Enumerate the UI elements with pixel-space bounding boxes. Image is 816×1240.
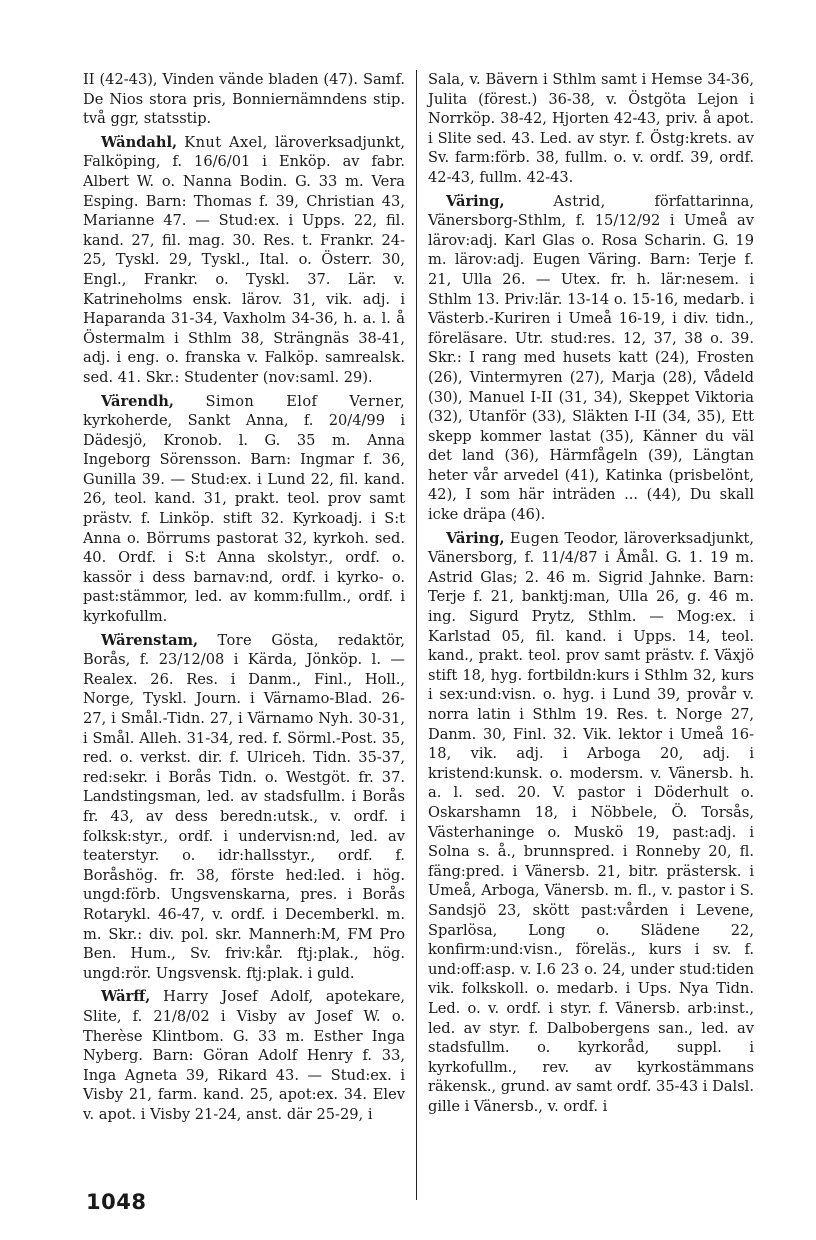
entry-surname: Väring,	[446, 529, 505, 547]
entry-continuation	[83, 70, 405, 129]
entry-given-name: Knut Axel,	[184, 133, 268, 151]
column-divider	[416, 70, 417, 1200]
entry-text: kyrkoherde, Sankt Anna, f. 20/4/99 i Dädesjö, Kronob. l. G. 35 m. Anna Ingeborg Sörensson. Barn: Ingmar f. 36, Gunilla 39. — Stud:ex. i Lund 22, fil. kand. 26, teol. kand. 31, prakt. teol. prov samt prästv. f. Linköp. stift 32. Kyrkoadj. i S:t Anna o. Börrums pastorat 32, kyrkoh. sed. 40. Ordf. i S:t Anna skolstyr., ordf. o. kassör i dess barnav:nd, ordf. i kyrko- o. past:stämmor, led. av komm:fullm., ordf. i kyrkofullm.	[83, 412, 405, 626]
entry-text: författarinna, Vänersborg-Sthlm, f. 15/12/92 i Umeå av lärov:adj. Karl Glas o. Rosa Scharin. G. 19 m. lärov:adj. Eugen Väring. Barn: Terje f. 21, Ulla 26. — Utex. fr. h. lär:nesem. i Sthlm 13. Priv:lär. 13-14 o. 15-16, medarb. i Västerb.-Kuriren i Umeå 16-19, i div. tidn., föreläsare. Utr. stud:res. 12, 37, 38 o. 39. Skr.: I rang med husets katt (24), Frosten (26), Vintermyren (27), Marja (28), Vådeld (30), Manuel I-II (31, 34), Skeppet Viktoria (32), Utanför (33), Släkten I-II (34, 35), Ett skepp kommer lastat (35), Känner du väl det land (36), Härmfågeln (39), Längtan heter vår arvedel (41), Katinka (prisbelönt, 42), I som här inträden ... (44), Du skall icke dräpa (46).	[428, 192, 755, 524]
entry-text: Sala, v. Bävern i Sthlm samt i Hemse 34-36, Julita (förest.) 36-38, v. Östgöta Lejon i Norrköp. 38-42, Hjorten 42-43, priv. å apot. i Slite sed. 43. Led. av styr. f. Östg:krets. av Sv. farm:förb. 38, fullm. o. v. ordf. 39, ordf. 42-43, fullm. 42-43.	[428, 71, 754, 186]
right-column	[428, 70, 754, 1120]
entry-surname: Wärff,	[101, 988, 151, 1006]
entry-varing-astrid	[428, 192, 754, 525]
left-column	[83, 70, 405, 1128]
entry-continuation	[428, 70, 754, 188]
entry-varendh	[83, 392, 405, 627]
entry-given-name: Harry	[163, 988, 209, 1006]
entry-wandahl	[83, 133, 405, 388]
entry-surname: Väring,	[446, 192, 505, 210]
entry-text: läroverksadjunkt, Falköping, f. 16/6/01 i Enköp. av fabr. Albert W. o. Nanna Bodin. G. 33 m. Vera Esping. Barn: Thomas f. 39, Christian 43, Marianne 47. — Stud:ex. i Upps. 22, fil. kand. 27, fil. mag. 30. Res. t. Frankr. 24-25, Tyskl. 29, Tyskl., Ital. o. Österr. 30, Engl., Frankr. o. Tyskl. 37. Lär. v. Katrineholms ensk. lärov. 31, vik. adj. i Haparanda 31-34, Vaxholm 34-36, h. a. l. å Östermalm i Sthlm 38, Strängnäs 38-41, adj. i eng. o. franska v. Falköp. samrealsk. sed. 41. Skr.: Studenter (nov:saml. 29).	[83, 133, 406, 386]
entry-warff	[83, 987, 405, 1124]
entry-text: Josef Adolf, apotekare, Slite, f. 21/8/02 i Visby av Josef W. o. Therèse Klintbom. G. 33 m. Esther Inga Nyberg. Barn: Göran Adolf Henry f. 33, Inga Agneta 39, Rikard 43. — Stud:ex. i Visby 21, farm. kand. 25, apot:ex. 34. Elev v. apot. i Visby 21-24, anst. där 25-29, i	[83, 988, 406, 1123]
entry-given-name: Eugen	[509, 529, 560, 547]
entry-surname: Wändahl,	[101, 133, 178, 151]
entry-given-name: Simon Elof Verner,	[205, 392, 405, 410]
entry-text: II (42-43), Vinden vände bladen (47). Samf. De Nios stora pris, Bonniernämndens stip. två ggr, statsstip.	[83, 71, 405, 128]
entry-varing-eugen	[428, 529, 754, 1117]
entry-given-name: Tore	[217, 631, 253, 649]
page-number: 1048	[86, 1190, 147, 1214]
entry-surname: Värendh,	[101, 392, 174, 410]
entry-text: Gösta, redaktör, Borås, f. 23/12/08 i Kärda, Jönköp. l. — Realex. 26. Res. i Danm., Finl., Holl., Norge, Tyskl. Journ. i Värnamo-Blad. 26-27, i Smål.-Tidn. 27, i Värnamo Nyh. 30-31, i Smål. Alleh. 31-34, red. f. Sörml.-Post. 35, red. o. verkst. dir. f. Ulriceh. Tidn. 35-37, red:sekr. i Borås Tidn. o. Westgöt. fr. 37. Landstingsman, led. av stadsfullm. i Borås fr. 43, av dess beredn:utsk., v. ordf. i folksk:styr., ordf. i undervisn:nd, led. av teaterstyr. o. idr:hallsstyr., ordf. f. Boråshög. fr. 38, förste hed:led. i hög. ungd:förb. Ungsvenskarna, pres. i Borås Rotarykl. 46-47, v. ordf. i Decemberkl. m. m. Skr.: div. pol. skr. Mannerh:M, FM Pro Ben. Hum., Sv. friv:kår. ftj:plak., hög. ungd:rör. Ungsvensk. ftj:plak. i guld.	[83, 631, 405, 982]
entry-surname: Wärenstam,	[101, 631, 199, 649]
entry-given-name: Astrid,	[553, 192, 606, 210]
entry-warenstam	[83, 631, 405, 984]
entry-text: Teodor, läroverksadjunkt, Vänersborg, f. 11/4/87 i Åmål. G. 1. 19 m. Astrid Glas; 2. 46 m. Sigrid Jahnke. Barn: Terje f. 21, banktj:man, Ulla 26, g. 46 m. ing. Sigurd Prytz, Sthlm. — Mog:ex. i Karlstad 05, fil. kand. i Upps. 14, teol. kand., prakt. teol. prov samt prästv. f. Växjö stift 18, hyg. fortbildn:kurs i Sthlm 32, kurs i sex:und:visn. o. hyg. i Lund 39, provår v. norra latin i Sthlm 19. Res. t. Norge 27, Danm. 30, Finl. 32. Vik. lektor i Umeå 16-18, vik. adj. i Arboga 20, adj. i kristend:kunsk. o. modersm. v. Vänersb. h. a. l. sed. 20. V. pastor i Döderhult o. Oskarshamn 18, i Nöbbele, Ö. Torsås, Västerhaninge o. Muskö 19, past:adj. i Solna s. å., brunnspred. i Ronneby 20, fl. fäng:pred. i Vänersb. 21, bitr. prästersk. i Umeå, Arboga, Vänersb. m. fl., v. pastor i S. Sandsjö 23, skött past:vården i Levene, Sparlösa, Long o. Slädene 22, konfirm:und:visn., föreläs., kurs i sv. f. und:off:asp. v. I.6 23 o. 24, under stud:tiden vik. folkskoll. o. medarb. i Ups. Nya Tidn. Led. o. v. ordf. i styr. f. Vänersb. arb:inst., led. av styr. f. Dalbobergens san., led. av stadsfullm. o. kyrkoråd, suppl. i kyrkofullm., rev. av kyrkostämmans räkensk., grund. av samt ordf. 35-43 i Dalsl. gille i Vänersb., v. ordf. i	[428, 529, 755, 1115]
